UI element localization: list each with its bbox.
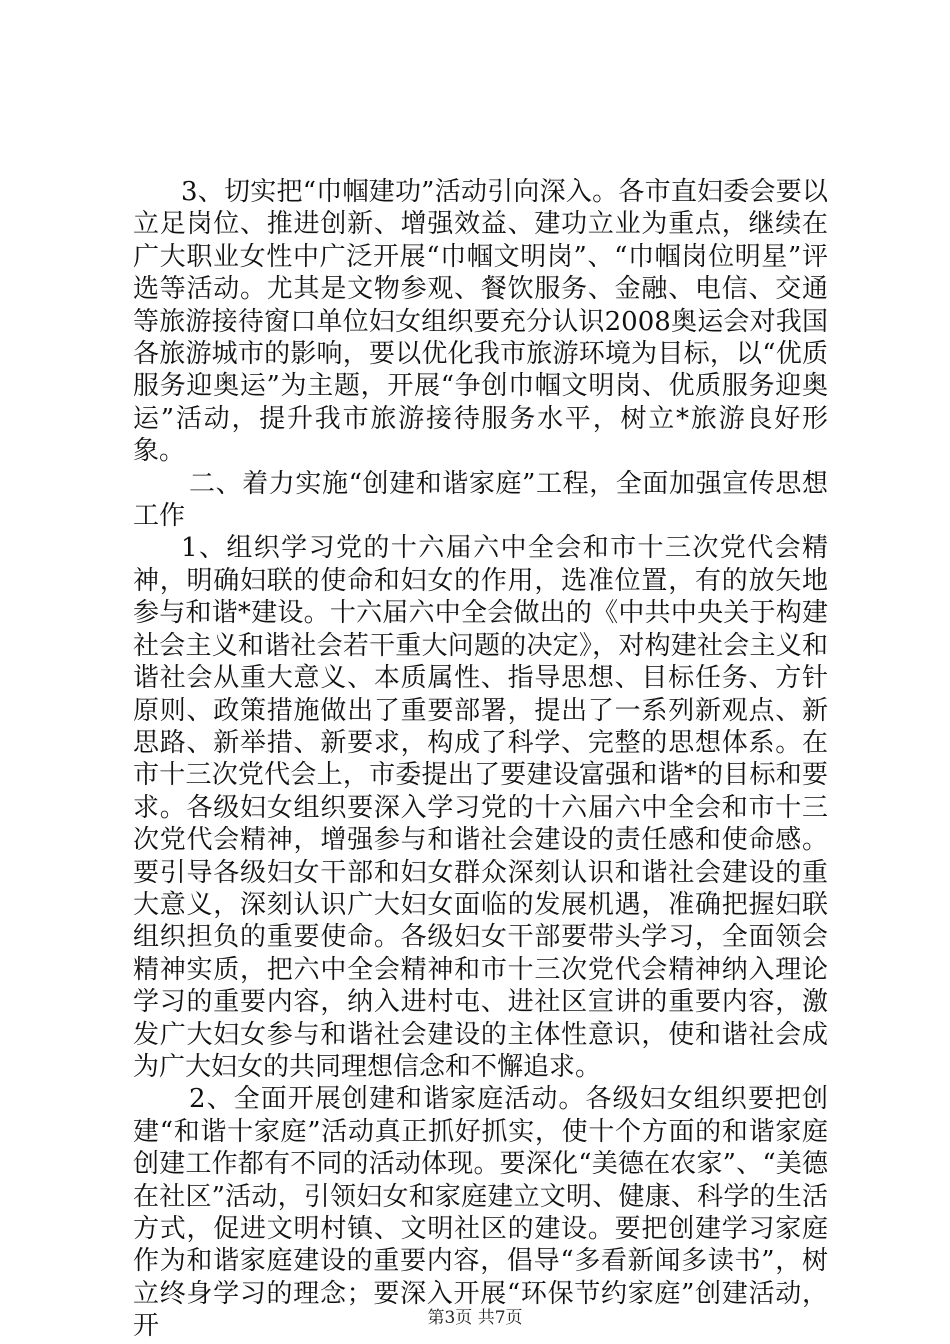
paragraph-3-women-achievement: 3、切实把“巾帼建功”活动引向深入。各市直妇委会要以立足岗位、推进创新、增强效益、建功立业为重点，继续在广大职业女性中广泛开展“巾帼文明岗”、“巾帼岗位明星”评选等活动。尤其是文物参观、餐饮服务、金融、电信、交通等旅游接待窗口单位妇女组织要充分认识2008奥运会对我国各旅游城市的影响，要以优化我市旅游环境为目标，以“优质服务迎奥运”为主题，开展“争创巾帼文明岗、优质服务迎奥运”活动，提升我市旅游接待服务水平，树立*旅游良好形象。 xyxy=(133,177,828,467)
page-number-footer: 第3页 共7页 xyxy=(427,1308,523,1328)
document-body xyxy=(133,176,828,1343)
section-heading-2: 二、着力实施“创建和谐家庭”工程，全面加强宣传思想工作 xyxy=(133,468,828,532)
paragraph-2-harmonious-family: 2、全面开展创建和谐家庭活动。各级妇女组织要把创建“和谐十家庭”活动真正抓好抓实，使十个方面的和谐家庭创建工作都有不同的活动体现。要深化“美德在农家”、“美德在社区”活动，引领妇女和家庭建立文明、健康、科学的生活方式，促进文明村镇、文明社区的建设。要把创建学习家庭作为和谐家庭建设的重要内容，倡导“多看新闻多读书”，树立终身学习的理念；要深入开展“环保节约家庭”创建活动，开 xyxy=(133,1084,828,1342)
paragraph-1-study-plenary: 1、组织学习党的十六届六中全会和市十三次党代会精神，明确妇联的使命和妇女的作用，选准位置，有的放矢地参与和谐*建设。十六届六中全会做出的《中共中央关于构建社会主义和谐社会若干重大问题的决定》，对构建社会主义和谐社会从重大意义、本质属性、指导思想、目标任务、方针原则、政策措施做出了重要部署，提出了一系列新观点、新思路、新举措、新要求，构成了科学、完整的思想体系。在市十三次党代会上，市委提出了要建设富强和谐*的目标和要求。各级妇女组织要深入学习党的十六届六中全会和市十三次党代会精神，增强参与和谐社会建设的责任感和使命感。要引导各级妇女干部和妇女群众深刻认识和谐社会建设的重大意义，深刻认识广大妇女面临的发展机遇，准确把握妇联组织担负的重要使命。各级妇女干部要带头学习，全面领会精神实质，把六中全会精神和市十三次党代会精神纳入理论学习的重要内容，纳入进村屯、进社区宣讲的重要内容，激发广大妇女参与和谐社会建设的主体性意识，使和谐社会成为广大妇女的共同理想信念和不懈追求。 xyxy=(133,533,828,1082)
